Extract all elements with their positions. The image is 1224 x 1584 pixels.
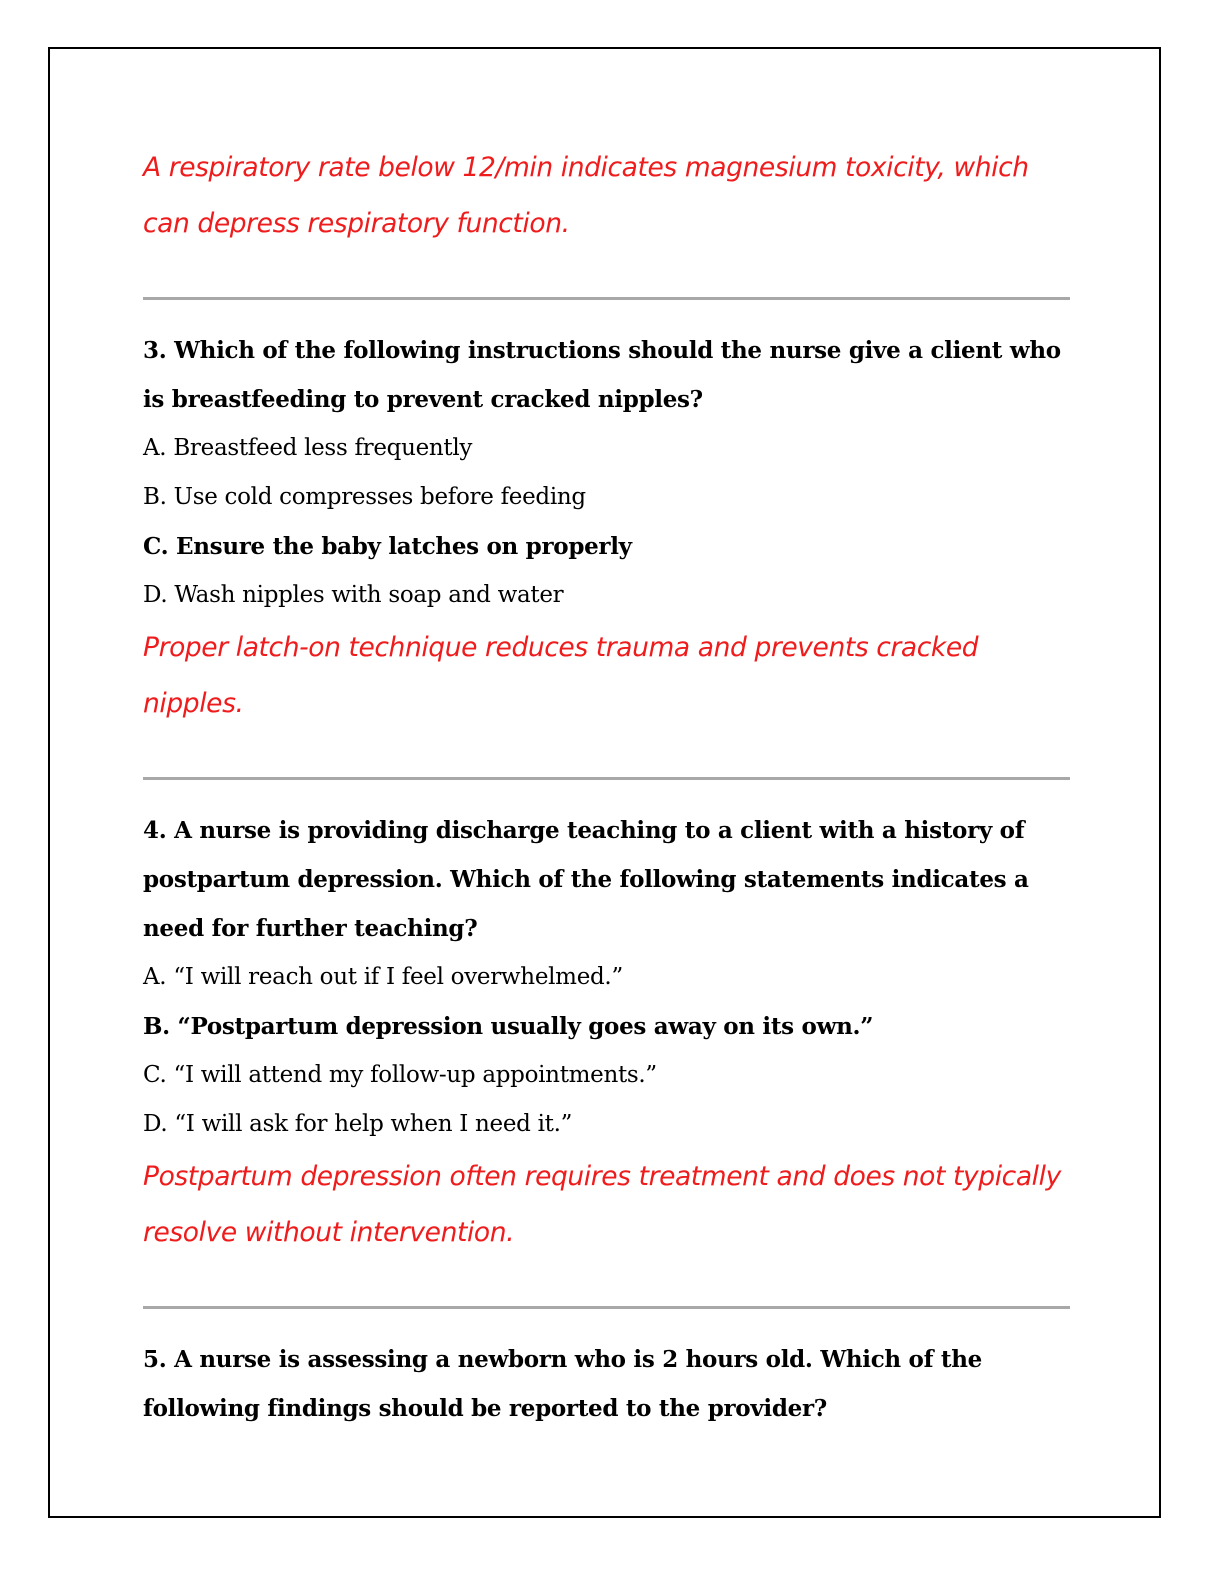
question-3-option-d: D. Wash nipples with soap and water <box>143 582 564 608</box>
question-5-stem: 5. A nurse is assessing a newborn who is 2 hours old. Which of the following findings should be reported to the provider? <box>143 1346 982 1422</box>
question-3-stem: 3. Which of the following instructions should the nurse give a client who is breastfeeding to prevent cracked nipples? <box>143 337 1061 413</box>
separator <box>143 777 1070 780</box>
question-4-stem: 4. A nurse is providing discharge teaching to a client with a history of postpartum depression. Which of the following statements indicates a need for further teaching? <box>143 817 1029 942</box>
question-3-option-a: A. Breastfeed less frequently <box>143 435 473 461</box>
document-content <box>143 140 1070 1433</box>
rationale-q4: Postpartum depression often requires treatment and does not typically resolve without intervention. <box>143 1161 1061 1248</box>
rationale-q2: A respiratory rate below 12/min indicates magnesium toxicity, which can depress respiratory function. <box>143 152 1029 239</box>
rationale-q3: Proper latch-on technique reduces trauma and prevents cracked nipples. <box>143 632 979 719</box>
separator <box>143 1306 1070 1309</box>
question-4-option-d: D. “I will ask for help when I need it.” <box>143 1111 573 1137</box>
question-4-option-b-correct: B. “Postpartum depression usually goes away on its own.” <box>143 1013 874 1040</box>
question-3-option-b: B. Use cold compresses before feeding <box>143 484 586 510</box>
question-3-option-c-correct: C. Ensure the baby latches on properly <box>143 533 632 560</box>
question-4-option-c: C. “I will attend my follow-up appointments.” <box>143 1062 657 1088</box>
separator <box>143 297 1070 300</box>
question-4-option-a: A. “I will reach out if I feel overwhelmed.” <box>143 964 623 990</box>
